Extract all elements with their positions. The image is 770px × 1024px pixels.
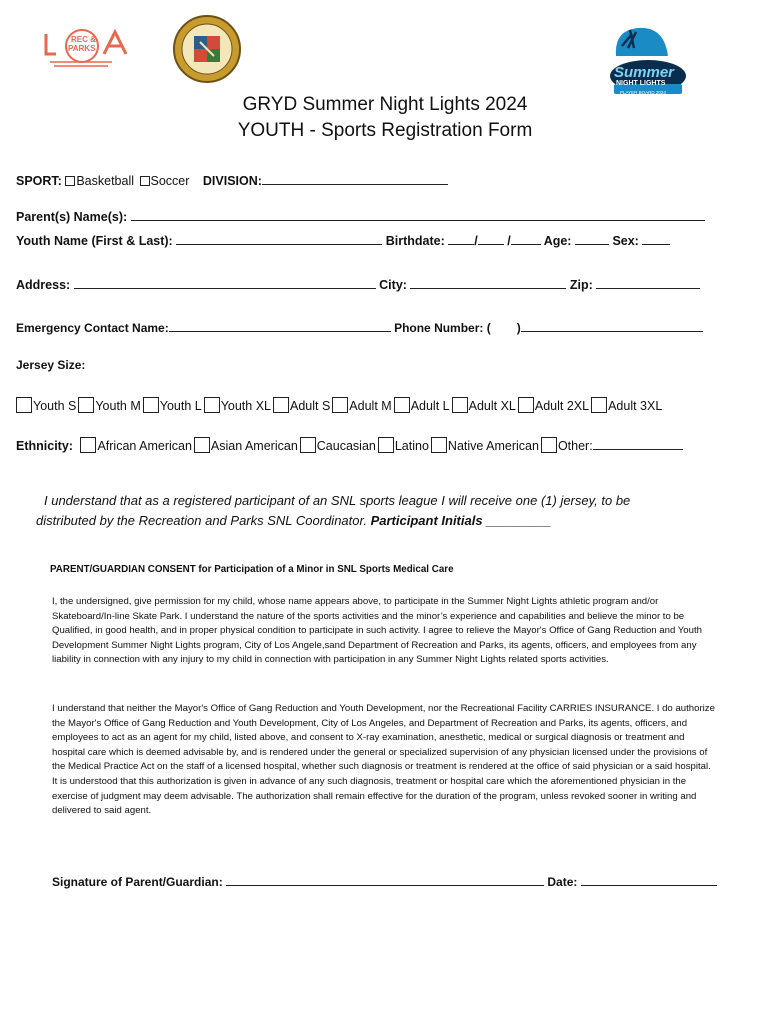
address-label: Address: [16, 278, 71, 292]
birthdate-year-field[interactable] [511, 231, 541, 245]
consent-heading: PARENT/GUARDIAN CONSENT for Participation of a Minor in SNL Sports Medical Care [50, 564, 454, 575]
checkbox-icon[interactable] [16, 397, 32, 413]
date-field[interactable] [581, 872, 717, 886]
address-field[interactable] [74, 275, 376, 289]
ethnicity-option[interactable]: Caucasian [300, 437, 376, 453]
parents-row [16, 207, 705, 224]
jersey-statement: I understand that as a registered participant of an SNL sports league I will receive one (1) jersey, to be [44, 493, 631, 508]
sport-option-soccer[interactable]: Soccer [140, 174, 190, 188]
checkbox-icon[interactable] [431, 437, 447, 453]
snl-logo-line1: Summer [614, 64, 675, 81]
signature-field[interactable] [226, 872, 544, 886]
sex-field[interactable] [642, 231, 670, 245]
address-row [16, 275, 700, 292]
sex-label: Sex: [612, 234, 639, 248]
ethnicity-option[interactable]: African American [80, 437, 191, 453]
ethnicity-option[interactable]: Asian American [194, 437, 298, 453]
ethnicity-option[interactable]: Latino [378, 437, 429, 453]
jersey-size-option[interactable]: Adult M [332, 397, 391, 413]
ethnicity-label: Ethnicity: [16, 439, 73, 453]
jersey-size-option[interactable]: Youth L [143, 397, 202, 413]
signature-row [52, 872, 717, 889]
birthdate-sep: / [507, 234, 511, 248]
city-label: City: [379, 278, 407, 292]
jersey-size-option[interactable]: Adult L [394, 397, 450, 413]
birthdate-label: Birthdate: [385, 234, 445, 248]
checkbox-icon[interactable] [300, 437, 316, 453]
age-label: Age: [543, 234, 572, 248]
jersey-label: Jersey Size: [16, 358, 86, 372]
checkbox-icon[interactable] [194, 437, 210, 453]
snl-logo-line3: PLAYER BOARD 2024 [620, 90, 666, 95]
city-seal-logo [172, 14, 242, 84]
ethnicity-other-field[interactable] [593, 436, 683, 450]
parents-field[interactable] [131, 207, 705, 221]
date-label: Date: [547, 875, 578, 889]
participant-initials-label: Participant Initials [370, 513, 483, 528]
ethnicity-row [16, 436, 685, 453]
checkbox-icon[interactable] [394, 397, 410, 413]
checkbox-icon[interactable] [65, 176, 75, 186]
sport-label: SPORT: [16, 174, 62, 188]
jersey-size-option[interactable]: Adult S [273, 397, 330, 413]
phone-field[interactable] [521, 318, 703, 332]
division-field[interactable] [262, 171, 448, 185]
age-field[interactable] [575, 231, 609, 245]
snl-logo-line2: NIGHT LIGHTS [616, 80, 666, 87]
checkbox-icon[interactable] [204, 397, 220, 413]
checkbox-icon[interactable] [80, 437, 96, 453]
jersey-statement-2: distributed by the Recreation and Parks SNL Coordinator. Participant Initials _________ [36, 513, 552, 528]
snl-logo [608, 26, 688, 98]
checkbox-icon[interactable] [518, 397, 534, 413]
parents-label: Parent(s) Name(s): [16, 210, 128, 224]
zip-field[interactable] [596, 275, 700, 289]
youth-name-field[interactable] [176, 231, 382, 245]
sport-option-basketball[interactable]: Basketball [65, 174, 134, 188]
checkbox-icon[interactable] [378, 437, 394, 453]
form-title-line2: YOUTH - Sports Registration Form [237, 120, 533, 141]
emergency-label: Emergency Contact Name [16, 321, 165, 335]
checkbox-icon[interactable] [143, 397, 159, 413]
division-label: DIVISION: [202, 174, 262, 188]
rec-parks-logo-line2: PARKS [68, 44, 96, 53]
jersey-size-option[interactable]: Youth M [78, 397, 140, 413]
sport-row [16, 171, 448, 188]
jersey-size-option[interactable]: Adult 2XL [518, 397, 589, 413]
checkbox-icon[interactable] [332, 397, 348, 413]
jersey-size-option[interactable]: Youth XL [204, 397, 271, 413]
jersey-size-option[interactable]: Adult 3XL [591, 397, 662, 413]
phone-label: Phone Number: ( [394, 321, 491, 335]
birthdate-sep: / [474, 234, 478, 248]
consent-paragraph-2: I understand that neither the Mayor's Office of Gang Reduction and Youth Development, nor the Recreational Facility CARRIES INSURANCE. I do authorize the Mayor's Office of Gang Reduction and Youth Development, City of Los Angeles, and Department of Recreation and Parks, its agents, officers, and employees to act as an agent for my child, listed above, and consent to X-ray examination, anesthetic, medical or surgical diagnosis or treatment and hospital care which is deemed advisable by, and is rendered under the general or specialized supervision of any physician licensed under the provisions of the Medical Practice Act on the staff of a licensed hospital, whether such diagnosis or treatment is rendered at the office of said physician or a said hospital. It is understood that this authorization is given in advance of any such diagnosis, treatment or hospital care which the aforementioned physician in the exercise of judgment may deem advisable. The authorization shall remain effective for the duration of the program, unless revoked sooner in writing and delivered to said agent. [52, 703, 715, 817]
ethnicity-option[interactable]: Native American [431, 437, 539, 453]
consent-paragraph-1: I, the undersigned, give permission for my child, whose name appears above, to participate in the Summer Night Lights athletic program and/or Skateboard/In-line Skate Park. I understand the nature of the sports activities and the minor’s experience and capabilities and believe the minor to be Qualified, in good health, and in proper physical condition to participate in such activity. I agree to relieve the Mayor's Office of Gang Reduction and Youth Development Summer Night Lights program, City of Los Angele,sand Department of Recreation and Parks, its agents, officers, and employees from any liability in connection with any injury to my child in connection with participation in any Summer Night Lights related sports activities. [52, 596, 702, 666]
emergency-name-field[interactable] [169, 318, 391, 332]
birthdate-month-field[interactable] [448, 231, 474, 245]
birthdate-day-field[interactable] [478, 231, 504, 245]
emergency-row: Emergency Contact Name: Phone Number: ( ) [16, 318, 703, 335]
zip-label: Zip: [569, 278, 593, 292]
form-title-line1: GRYD Summer Night Lights 2024 [242, 94, 528, 115]
jersey-size-option[interactable]: Adult XL [452, 397, 516, 413]
checkbox-icon[interactable] [541, 437, 557, 453]
checkbox-icon[interactable] [452, 397, 468, 413]
ethnicity-option[interactable]: Other: [541, 436, 683, 453]
city-field[interactable] [410, 275, 566, 289]
participant-initials-field[interactable]: _________ [486, 513, 552, 528]
rec-parks-logo [42, 28, 132, 68]
jersey-size-row [16, 397, 664, 413]
checkbox-icon[interactable] [591, 397, 607, 413]
checkbox-icon[interactable] [78, 397, 94, 413]
checkbox-icon[interactable] [273, 397, 289, 413]
jersey-size-option[interactable]: Youth S [16, 397, 76, 413]
youth-name-label: Youth Name (First & Last): [16, 234, 173, 248]
checkbox-icon[interactable] [140, 176, 150, 186]
rec-parks-logo-line1: REC & [71, 35, 96, 44]
youth-row [16, 231, 670, 248]
signature-label: Signature of Parent/Guardian: [52, 875, 223, 889]
